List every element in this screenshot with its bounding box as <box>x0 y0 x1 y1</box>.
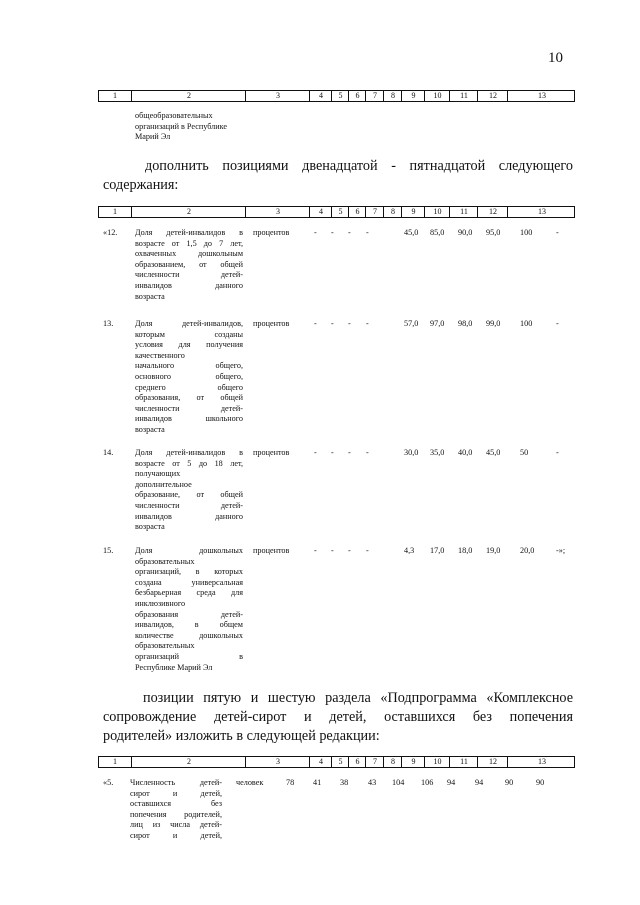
table-header-row-2 <box>98 206 575 218</box>
header-col-7: 7 <box>365 207 384 217</box>
row-description-line: сирот и детей, <box>130 788 222 798</box>
row-number: 13. <box>103 319 114 328</box>
header-col-3: 3 <box>245 207 310 217</box>
row-dash: - <box>348 228 351 237</box>
header-col-9: 9 <box>401 91 425 101</box>
row-unit: человек <box>236 778 264 787</box>
header-col-2: 2 <box>131 91 246 101</box>
row-description-line: возраста <box>135 291 165 301</box>
row-description-line: Численность детей- <box>130 778 222 787</box>
row-description-line: образованием, от общей <box>135 259 243 269</box>
row-value: 45,0 <box>486 448 501 457</box>
header-col-8: 8 <box>383 757 402 767</box>
row-value: 17,0 <box>430 546 445 555</box>
header-col-10: 10 <box>424 91 450 101</box>
row-description-line: образовательных <box>135 556 195 566</box>
row-description-line: дополнительное <box>135 479 192 489</box>
row-number: 14. <box>103 448 114 457</box>
row-value: 95,0 <box>486 228 501 237</box>
row-description-line: Доля детей-инвалидов в <box>135 448 243 457</box>
row-value: 90,0 <box>458 228 473 237</box>
row-dash: - <box>366 448 369 457</box>
header-col-12: 12 <box>477 757 508 767</box>
row-description-line: количестве дошкольных <box>135 630 243 640</box>
row-dash: - <box>348 448 351 457</box>
header-col-2: 2 <box>131 207 246 217</box>
header-col-4: 4 <box>309 207 332 217</box>
row-dash: - <box>366 319 369 328</box>
row-value: 18,0 <box>458 546 473 555</box>
row-value: 90 <box>505 778 514 787</box>
header-col-10: 10 <box>424 207 450 217</box>
header-col-13: 13 <box>507 207 576 217</box>
row-description-line: инвалидов данного <box>135 511 243 521</box>
top-fragment-line: организаций в Республике <box>135 121 228 131</box>
intro1-line1: дополнить позициями двенадцатой - пятнадцатой следующего <box>145 158 573 174</box>
header-col-4: 4 <box>309 757 332 767</box>
row-value: - <box>556 228 559 237</box>
row-description-line: инвалидов данного <box>135 281 243 290</box>
intro1-line2: содержания: <box>103 177 179 193</box>
row-number: 15. <box>103 546 114 555</box>
row-value: 98,0 <box>458 319 473 328</box>
row-description-line: инклюзивного <box>135 599 186 608</box>
intro2-line2: сопровождение детей-сирот и детей, оставшихся без попечения <box>103 709 573 725</box>
table-header-row-1 <box>98 90 575 102</box>
row-value: 94 <box>475 778 484 787</box>
row-value: 38 <box>340 778 349 787</box>
row-dash: - <box>366 546 369 555</box>
row-value: 41 <box>313 778 322 787</box>
row-description-line: Доля дошкольных <box>135 546 243 555</box>
row-unit: процентов <box>253 319 290 328</box>
row-description-line: лиц из числа детей- <box>130 820 222 830</box>
row-value: 97,0 <box>430 319 445 328</box>
row-value: 100 <box>520 228 533 237</box>
row-value: 78 <box>286 778 295 787</box>
table-header-row-3 <box>98 756 575 768</box>
row-value: 20,0 <box>520 546 535 555</box>
row-description-line: Республике Марий Эл <box>135 662 213 672</box>
row-description-line: получающих <box>135 469 181 479</box>
row-description-line: возрасте от 5 до 18 лет, <box>135 458 243 468</box>
header-col-11: 11 <box>449 207 478 217</box>
row-description-line: безбарьерная среда для <box>135 588 243 598</box>
header-col-12: 12 <box>477 91 508 101</box>
row-dash: - <box>331 228 334 237</box>
row-description-line: численности детей- <box>135 403 243 413</box>
row-description-line: возраста <box>135 522 165 532</box>
row-description-line: качественного <box>135 350 185 360</box>
header-col-4: 4 <box>309 91 332 101</box>
row-description-line: возрасте от 1,5 до 7 лет, <box>135 238 243 248</box>
row-description-line: создана универсальная <box>135 577 243 587</box>
row-dash: - <box>331 546 334 555</box>
row-dash: - <box>314 319 317 328</box>
row-value: 40,0 <box>458 448 473 457</box>
row-dash: - <box>348 546 351 555</box>
intro2-line1: позиции пятую и шестую раздела «Подпрограмма «Комплексное <box>143 690 573 706</box>
row-description-line: начального общего, <box>135 361 243 371</box>
intro2-line3: родителей» изложить в следующей редакции: <box>103 728 380 744</box>
row-description-line: инвалидов, в общем <box>135 620 243 630</box>
row-unit: процентов <box>253 546 290 555</box>
row-dash: - <box>314 448 317 457</box>
header-col-9: 9 <box>401 757 425 767</box>
row-value: 106 <box>421 778 434 787</box>
row-value: 50 <box>520 448 529 457</box>
top-fragment <box>135 111 227 143</box>
row-dash: - <box>331 448 334 457</box>
page-number: 10 <box>548 50 563 66</box>
header-col-6: 6 <box>348 207 366 217</box>
row-number: «12. <box>103 228 118 237</box>
row-value: 85,0 <box>430 228 445 237</box>
row-dash: - <box>314 546 317 555</box>
row-unit: процентов <box>253 228 290 237</box>
header-col-3: 3 <box>245 91 310 101</box>
row-value: 90 <box>536 778 545 787</box>
header-col-11: 11 <box>449 91 478 101</box>
row-value: -»; <box>556 546 566 555</box>
row-description-line: инвалидов школьного <box>135 414 243 424</box>
row-value: 99,0 <box>486 319 501 328</box>
header-col-8: 8 <box>383 91 402 101</box>
header-col-8: 8 <box>383 207 402 217</box>
row-description-line: возраста <box>135 425 165 434</box>
row-value: 45,0 <box>404 228 419 237</box>
row-unit: процентов <box>253 448 290 457</box>
row-value: 30,0 <box>404 448 419 457</box>
row-value: 57,0 <box>404 319 419 328</box>
header-col-7: 7 <box>365 91 384 101</box>
row-description-line: охваченных дошкольным <box>135 249 243 259</box>
header-col-1: 1 <box>113 207 117 216</box>
row-description-line: образования детей- <box>135 609 243 619</box>
row-value: 100 <box>520 319 533 328</box>
header-col-2: 2 <box>131 757 246 767</box>
row-number: «5. <box>103 778 114 787</box>
header-col-9: 9 <box>401 207 425 217</box>
header-col-7: 7 <box>365 757 384 767</box>
row-description-line: попечения родителей, <box>130 809 222 819</box>
header-col-1: 1 <box>113 91 117 100</box>
header-col-6: 6 <box>348 757 366 767</box>
row-dash: - <box>331 319 334 328</box>
row-description-line: условия для получения <box>135 340 243 350</box>
row-description-line: Доля детей-инвалидов в <box>135 228 243 237</box>
header-col-5: 5 <box>331 91 349 101</box>
top-fragment-line: Марий Эл <box>135 132 171 142</box>
top-fragment-line: общеобразовательных <box>135 111 213 120</box>
row-dash: - <box>348 319 351 328</box>
header-col-12: 12 <box>477 207 508 217</box>
row-value: 94 <box>447 778 456 787</box>
row-description-line: численности детей- <box>135 501 243 510</box>
row-value: - <box>556 448 559 457</box>
row-value: - <box>556 319 559 328</box>
row-value: 35,0 <box>430 448 445 457</box>
row-description-line: основного общего, <box>135 372 243 381</box>
row-description-line: организаций, в которых <box>135 567 243 577</box>
row-value: 43 <box>368 778 377 787</box>
row-description-line: численности детей- <box>135 270 243 280</box>
row-description-line: образовательных <box>135 641 195 651</box>
row-description-line: среднего общего <box>135 382 243 392</box>
row-description-line: образование, от общей <box>135 490 243 500</box>
row-description-line: образования, от общей <box>135 393 243 403</box>
row-description-line: оставшихся без <box>130 799 222 809</box>
header-col-11: 11 <box>449 757 478 767</box>
header-col-13: 13 <box>507 757 576 767</box>
header-col-13: 13 <box>507 91 576 101</box>
row-description-line: сирот и детей, <box>130 831 222 840</box>
header-col-10: 10 <box>424 757 450 767</box>
row-dash: - <box>314 228 317 237</box>
header-col-1: 1 <box>113 757 117 766</box>
header-col-3: 3 <box>245 757 310 767</box>
header-col-5: 5 <box>331 757 349 767</box>
row-description-line: Доля детей-инвалидов, <box>135 319 243 328</box>
row-value: 4,3 <box>404 546 415 555</box>
row-dash: - <box>366 228 369 237</box>
row-description-line: организаций в <box>135 652 243 661</box>
row-value: 19,0 <box>486 546 501 555</box>
row-description-line: которым созданы <box>135 329 243 339</box>
row-value: 104 <box>392 778 405 787</box>
header-col-6: 6 <box>348 91 366 101</box>
header-col-5: 5 <box>331 207 349 217</box>
